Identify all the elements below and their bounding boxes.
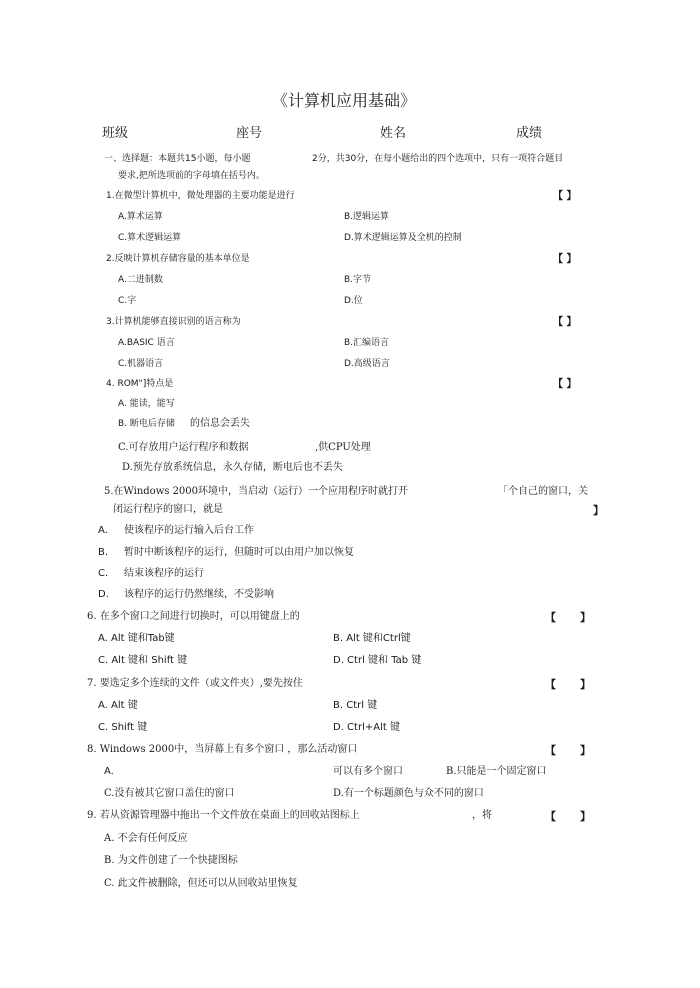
instructions-part1: 一、选择题：本题共15小题，每小题 bbox=[104, 154, 251, 164]
q5-option-c-letter: C. bbox=[98, 568, 109, 579]
q9-option-c: C. 此文件被删除，但还可以从回收站里恢复 bbox=[104, 878, 298, 889]
q9-bracket-right: 】 bbox=[580, 810, 591, 823]
q5-option-b: 暂时中断该程序的运行，但随时可以由用户加以恢复 bbox=[124, 547, 354, 558]
q6-bracket-left: 【 bbox=[545, 611, 556, 624]
q7-option-d: D. Ctrl+Alt 键 bbox=[333, 722, 400, 733]
q6-option-c: C. Alt 键和 Shift 键 bbox=[98, 655, 188, 666]
q2-option-a: A.二进制数 bbox=[118, 275, 163, 285]
page-title: 《计算机应用基础》 bbox=[272, 91, 417, 110]
q9-option-a: A. 不会有任何反应 bbox=[104, 833, 188, 844]
q7-bracket-right: 】 bbox=[580, 678, 591, 691]
q4-option-d: D.预先存放系统信息，永久存储，断电后也不丢失 bbox=[122, 462, 343, 473]
header-class-label: 班级 bbox=[102, 126, 129, 141]
q1-stem: 1.在微型计算机中，微处理器的主要功能是进行 bbox=[106, 191, 295, 201]
q1-option-d: D.算术逻辑运算及全机的控制 bbox=[344, 233, 462, 243]
q1-answer-bracket: 【 】 bbox=[553, 191, 577, 202]
q3-option-c: C.机器语言 bbox=[118, 359, 164, 369]
q5-option-b-letter: B. bbox=[98, 547, 109, 558]
header-score-label: 成绩 bbox=[516, 126, 543, 141]
q6-option-a: A. Alt 键和Tab键 bbox=[98, 633, 175, 644]
instructions-part2: 2分，共30分，在每小题给出的四个选项中，只有一项符合题目 bbox=[312, 154, 564, 164]
q8-bracket-left: 【 bbox=[545, 744, 556, 757]
q1-option-c: C.算术逻辑运算 bbox=[118, 233, 182, 243]
q6-stem: 6. 在多个窗口之间进行切换时，可以用键盘上的 bbox=[87, 611, 300, 622]
q9-stem: 9. 若从资源管理器中拖出一个文件放在桌面上的回收站图标上 bbox=[87, 810, 360, 821]
q7-option-a: A. Alt 键 bbox=[98, 700, 138, 711]
q4-option-b-part2: 的信息会丢失 bbox=[190, 418, 250, 429]
q9-option-b: B. 为文件创建了一个快捷图标 bbox=[104, 855, 238, 866]
q5-option-c: 结束该程序的运行 bbox=[124, 568, 204, 579]
q2-option-c: C.字 bbox=[118, 296, 137, 306]
q1-option-b: B.逻辑运算 bbox=[344, 212, 390, 222]
q7-stem: 7. 要选定多个连续的文件（或文件夹）,要先按住 bbox=[87, 678, 303, 689]
q5-option-d: 该程序的运行仍然继续，不受影响 bbox=[124, 589, 274, 600]
q4-stem: 4. ROM"]特点是 bbox=[106, 379, 174, 389]
q3-option-b: B.汇编语言 bbox=[344, 338, 390, 348]
q7-bracket-left: 【 bbox=[545, 678, 556, 691]
q8-option-c: C.没有被其它窗口盖住的窗口 bbox=[104, 788, 235, 799]
q8-stem: 8. Windows 2000中，当屏幕上有多个窗口 ，那么活动窗口 bbox=[87, 744, 358, 755]
q5-stem-part2: 「个自己的窗口，关 bbox=[498, 486, 588, 497]
q5-option-a-letter: A. bbox=[98, 525, 108, 536]
instructions-line2: 要求,把所选项前的字母填在括号内。 bbox=[118, 171, 265, 181]
q5-answer-bracket: 】 bbox=[593, 504, 604, 517]
q2-option-d: D.位 bbox=[344, 296, 363, 306]
q7-option-c: C. Shift 键 bbox=[98, 722, 148, 733]
q4-option-c-part1: C.可存放用户运行程序和数据 bbox=[118, 442, 249, 453]
q5-stem-part3: 闭运行程序的窗口，就是 bbox=[113, 504, 223, 515]
q2-answer-bracket: 【 】 bbox=[553, 254, 577, 265]
q3-answer-bracket: 【 】 bbox=[553, 317, 577, 328]
q4-option-a: A. 能读，能写 bbox=[118, 399, 175, 409]
q6-option-b: B. Alt 键和Ctrl键 bbox=[333, 633, 411, 644]
q7-option-b: B. Ctrl 键 bbox=[333, 700, 378, 711]
q8-option-d: D.有一个标题颜色与众不同的窗口 bbox=[333, 788, 484, 799]
q2-stem: 2.反映计算机存储容量的基本单位是 bbox=[106, 254, 250, 264]
q3-option-d: D.高级语言 bbox=[344, 359, 390, 369]
q8-bracket-right: 】 bbox=[580, 744, 591, 757]
q5-option-d-letter: D. bbox=[98, 589, 109, 600]
header-name-label: 姓名 bbox=[380, 126, 407, 141]
header-seat-label: 座号 bbox=[236, 126, 263, 141]
q8-option-a-letter: A. bbox=[104, 766, 114, 777]
q8-option-b: B.只能是一个固定窗口 bbox=[446, 766, 547, 777]
q2-option-b: B.字节 bbox=[344, 275, 372, 285]
q5-option-a: 使该程序的运行输入后台工作 bbox=[124, 525, 254, 536]
q6-bracket-right: 】 bbox=[580, 611, 591, 624]
q8-option-a: 可以有多个窗口 bbox=[333, 766, 403, 777]
q6-option-d: D. Ctrl 键和 Tab 键 bbox=[333, 655, 422, 666]
q4-option-b-part1: B. 断电后存储 bbox=[118, 419, 175, 429]
q3-stem: 3.计算机能够直接识别的语言称为 bbox=[106, 317, 241, 327]
q1-option-a: A.算术运算 bbox=[118, 212, 163, 222]
q9-stem-part2: ，将 bbox=[472, 810, 492, 821]
q5-stem-part1: 5.在Windows 2000环境中，当启动（运行）一个应用程序时就打开 bbox=[104, 486, 409, 497]
q4-option-c-part2: ,供CPU处理 bbox=[315, 442, 371, 453]
q9-bracket-left: 【 bbox=[545, 810, 556, 823]
q3-option-a: A.BASIC 语言 bbox=[118, 338, 175, 348]
q4-answer-bracket: 【 】 bbox=[553, 379, 577, 390]
